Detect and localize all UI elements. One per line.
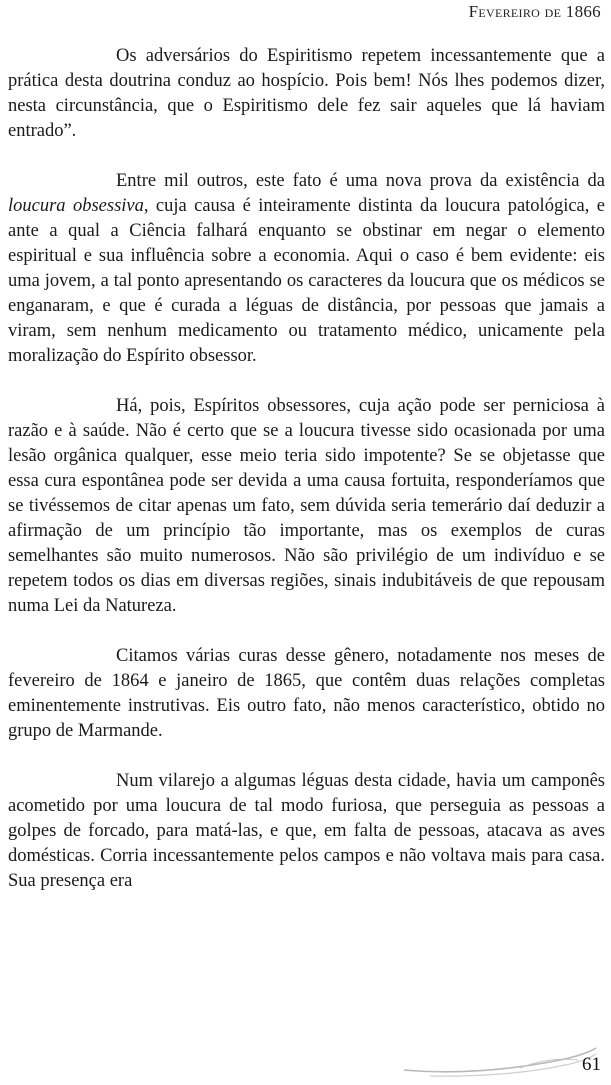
paragraph-4: Citamos várias curas desse gênero, notadamente nos meses de fevereiro de 1864 e janeiro de 1865, que contêm duas relações completas eminentemente instrutivas. Eis outro fato, não menos característico, obtido no grupo de Marmande. [8,646,605,741]
paragraph-2-lead: Entre mil outros, este fato é uma nova prova da existência da [116,171,605,191]
paragraph-2-emphasis: loucura obsessiva [8,196,144,216]
running-head-title: Fevereiro de 1866 [468,2,601,21]
paragraph-1: Os adversários do Espiritismo repetem incessantemente que a prática desta doutrina conduz ao hospício. Pois bem! Nós lhes podemos dizer, nesta circunstância, que o Espiritismo dele fez sair aqueles que lá haviam entrado”. [8,46,605,141]
footer-swash-ornament [400,1040,600,1080]
paragraph-5: Num vilarejo a algumas léguas desta cidade, havia um camponês acometido por uma loucura de tal modo furiosa, que perseguia as pessoas a golpes de forcado, para matá-las, e que, em falta de pessoas, atacava as aves domésticas. Corria incessantemente pelos campos e não voltava mais para casa. Sua presença era [8,771,605,891]
page-body [8,44,605,894]
paragraph-3: Há, pois, Espíritos obsessores, cuja ação pode ser perniciosa à razão e à saúde. Não é certo que se a loucura tivesse sido ocasionada por uma lesão orgânica qualquer, esse meio teria sido impotente? Se se objetasse que essa cura espontânea pode ser devida a uma causa fortuita, responderíamos que se tivéssemos de citar apenas um fato, sem dúvida seria temerário daí deduzir a afirmação de um princípio tão importante, mas os exemplos de curas semelhantes são muito numerosos. Não são privilégio de um indivíduo e se repetem todos os dias em diversas regiões, sinais indubitáveis de que repousam numa Lei da Natureza. [8,396,605,616]
page-number: 61 [582,1054,601,1075]
paragraph-2-rest: , cuja causa é inteiramente distinta da loucura patológica, e ante a qual a Ciência falhará enquanto se obstinar em negar o elemento espiritual e sua influência sobre a economia. Aqui o caso é bem evidente: eis uma jovem, a tal ponto apresentando os caracteres da loucura que os médicos se enganaram, e que é curada a léguas de distância, por pessoas que jamais a viram, sem nenhum medicamento ou tratamento médico, unicamente pela moralização do Espírito obsessor. [8,196,605,366]
paragraph-2 [8,169,605,369]
